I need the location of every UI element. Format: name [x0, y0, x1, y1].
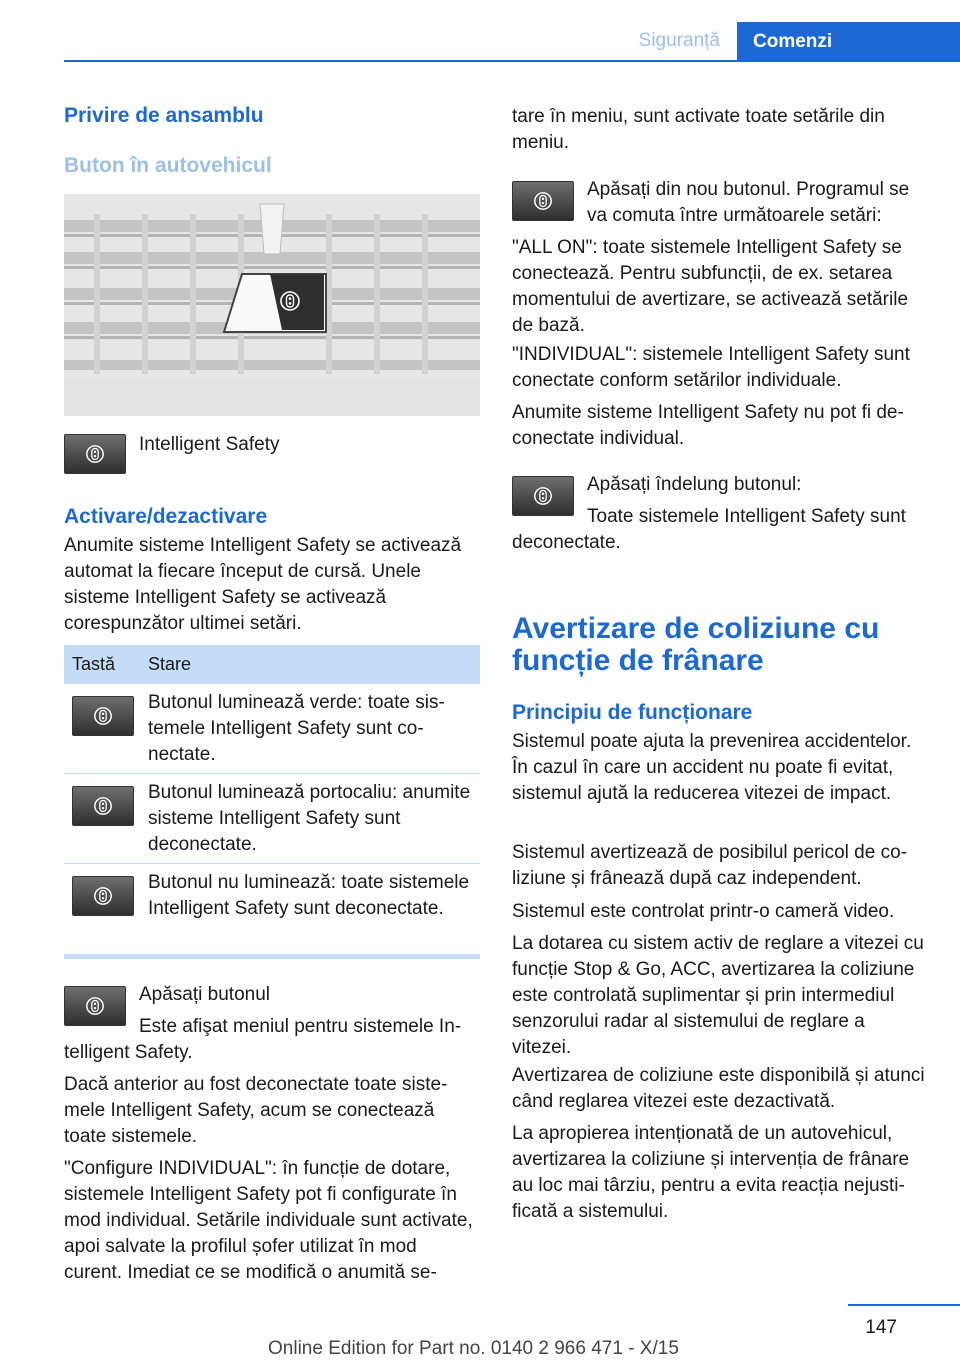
heading-principle: Principiu de funcționare: [512, 701, 753, 724]
header-rule: [64, 60, 960, 62]
press-long-description: Toate sistemele Intelligent Safety sunt deconectate.: [512, 506, 906, 553]
page-number: 147: [865, 1317, 897, 1338]
paragraph-menu-continue: tare în meniu, sunt activate toate setările din meniu.: [512, 106, 885, 153]
paragraph-configure-individual: "Configure INDIVIDUAL": în funcție de dotare, sistemele Intelligent Safety pot fi configurate în mod individual. Setările individuale sunt activate, apoi salvate la profilul șofer utilizat în mod curent. Imediat ce se modifică o anumită se-: [64, 1158, 473, 1283]
key-state-table: [64, 645, 480, 959]
table-header-key: Tastă: [72, 654, 116, 674]
table-header-state: Stare: [148, 654, 192, 674]
press-long-title: Apăsați îndelung butonul:: [587, 474, 802, 495]
intelligent-safety-key-icon: [64, 434, 126, 474]
table-row: [64, 684, 480, 774]
footer-rule: [848, 1304, 960, 1306]
paragraph-principle-1: Sistemul poate ajuta la prevenirea accidentelor. În cazul în care un accident nu poate fi evitat, sistemul ajută la reducerea vitezei de impact.: [512, 731, 912, 804]
heading-collision-warning: Avertizare de coliziune cu funcție de frânare: [512, 612, 880, 677]
header-section-label: Siguranță: [638, 30, 720, 51]
paragraph-principle-2: Sistemul avertizează de posibilul pericol de coliziune și frânează după caz independent.: [512, 842, 907, 889]
intelligent-safety-key-icon: [72, 876, 134, 916]
press-again-text: Apăsați din nou butonul. Programul se va comuta între următoarele setări:: [587, 179, 910, 226]
table-header: [64, 645, 480, 684]
intelligent-safety-key-icon: [72, 696, 134, 736]
intelligent-safety-key-icon: [72, 786, 134, 826]
header-chapter-tab: Comenzi: [737, 22, 960, 62]
heading-activation: Activare/dezactivare: [64, 505, 268, 528]
paragraph-not-individual: Anumite sisteme Intelligent Safety nu pot fi deconectate individual.: [512, 402, 904, 449]
table-bottom-rule: [64, 954, 480, 959]
table-cell-state: Butonul luminează verde: toate sistemele Intelligent Safety sunt conectate.: [148, 692, 445, 765]
table-cell-state: Butonul luminează portocaliu: anumite sisteme Intelligent Safety sunt deconectate.: [148, 782, 471, 855]
heading-button-in-vehicle: Buton în autovehicul: [64, 154, 272, 177]
paragraph-all-on: "ALL ON": toate sistemele Intelligent Safety se conectează. Pentru subfuncții, de ex. setarea momentului de avertizare, se activează setările de bază.: [512, 237, 909, 336]
intelligent-safety-key-icon: [512, 181, 574, 221]
press-button-title: Apăsați butonul: [139, 984, 270, 1005]
table-row: [64, 864, 480, 954]
paragraph-principle-3: Sistemul este controlat printr-o cameră video.: [512, 901, 895, 922]
heading-overview: Privire de ansamblu: [64, 104, 264, 127]
footer-edition: Online Edition for Part no. 0140 2 966 471 - X/15: [268, 1338, 679, 1359]
table-cell-state: Butonul nu luminează: toate sistemele Intelligent Safety sunt deconectate.: [148, 872, 470, 919]
paragraph-principle-6: La apropierea intenționată de un autovehicul, avertizarea la coliziune și intervenția de frânare au loc mai târziu, pentru a evita reacția nejustificată a sistemului.: [512, 1123, 910, 1222]
paragraph-reconnect: Dacă anterior au fost deconectate toate sistemele Intelligent Safety, acum se conectează toate sistemele.: [64, 1074, 448, 1147]
paragraph-principle-5: Avertizarea de coliziune este disponibilă și atunci când reglarea vitezei este dezactivată.: [512, 1065, 925, 1112]
table-row: [64, 774, 480, 864]
paragraph-principle-4: La dotarea cu sistem activ de reglare a vitezei cu funcție Stop & Go, ACC, avertizarea la coliziune este controlată suplimentar și prin intermediul senzorului radar al sistemului de reglare a vitezei.: [512, 933, 924, 1058]
press-button-description: Este afişat meniul pentru sistemele Intelligent Safety.: [64, 1016, 462, 1063]
paragraph-individual: "INDIVIDUAL": sistemele Intelligent Safety sunt conectate conform setărilor individuale.: [512, 344, 910, 391]
paragraph-activation: Anumite sisteme Intelligent Safety se activează automat la fiecare început de cursă. Unele sisteme Intelligent Safety se activează corespunzător ultimei setări.: [64, 535, 462, 634]
dashboard-button-photo: [64, 194, 480, 416]
key-caption: Intelligent Safety: [139, 434, 280, 455]
